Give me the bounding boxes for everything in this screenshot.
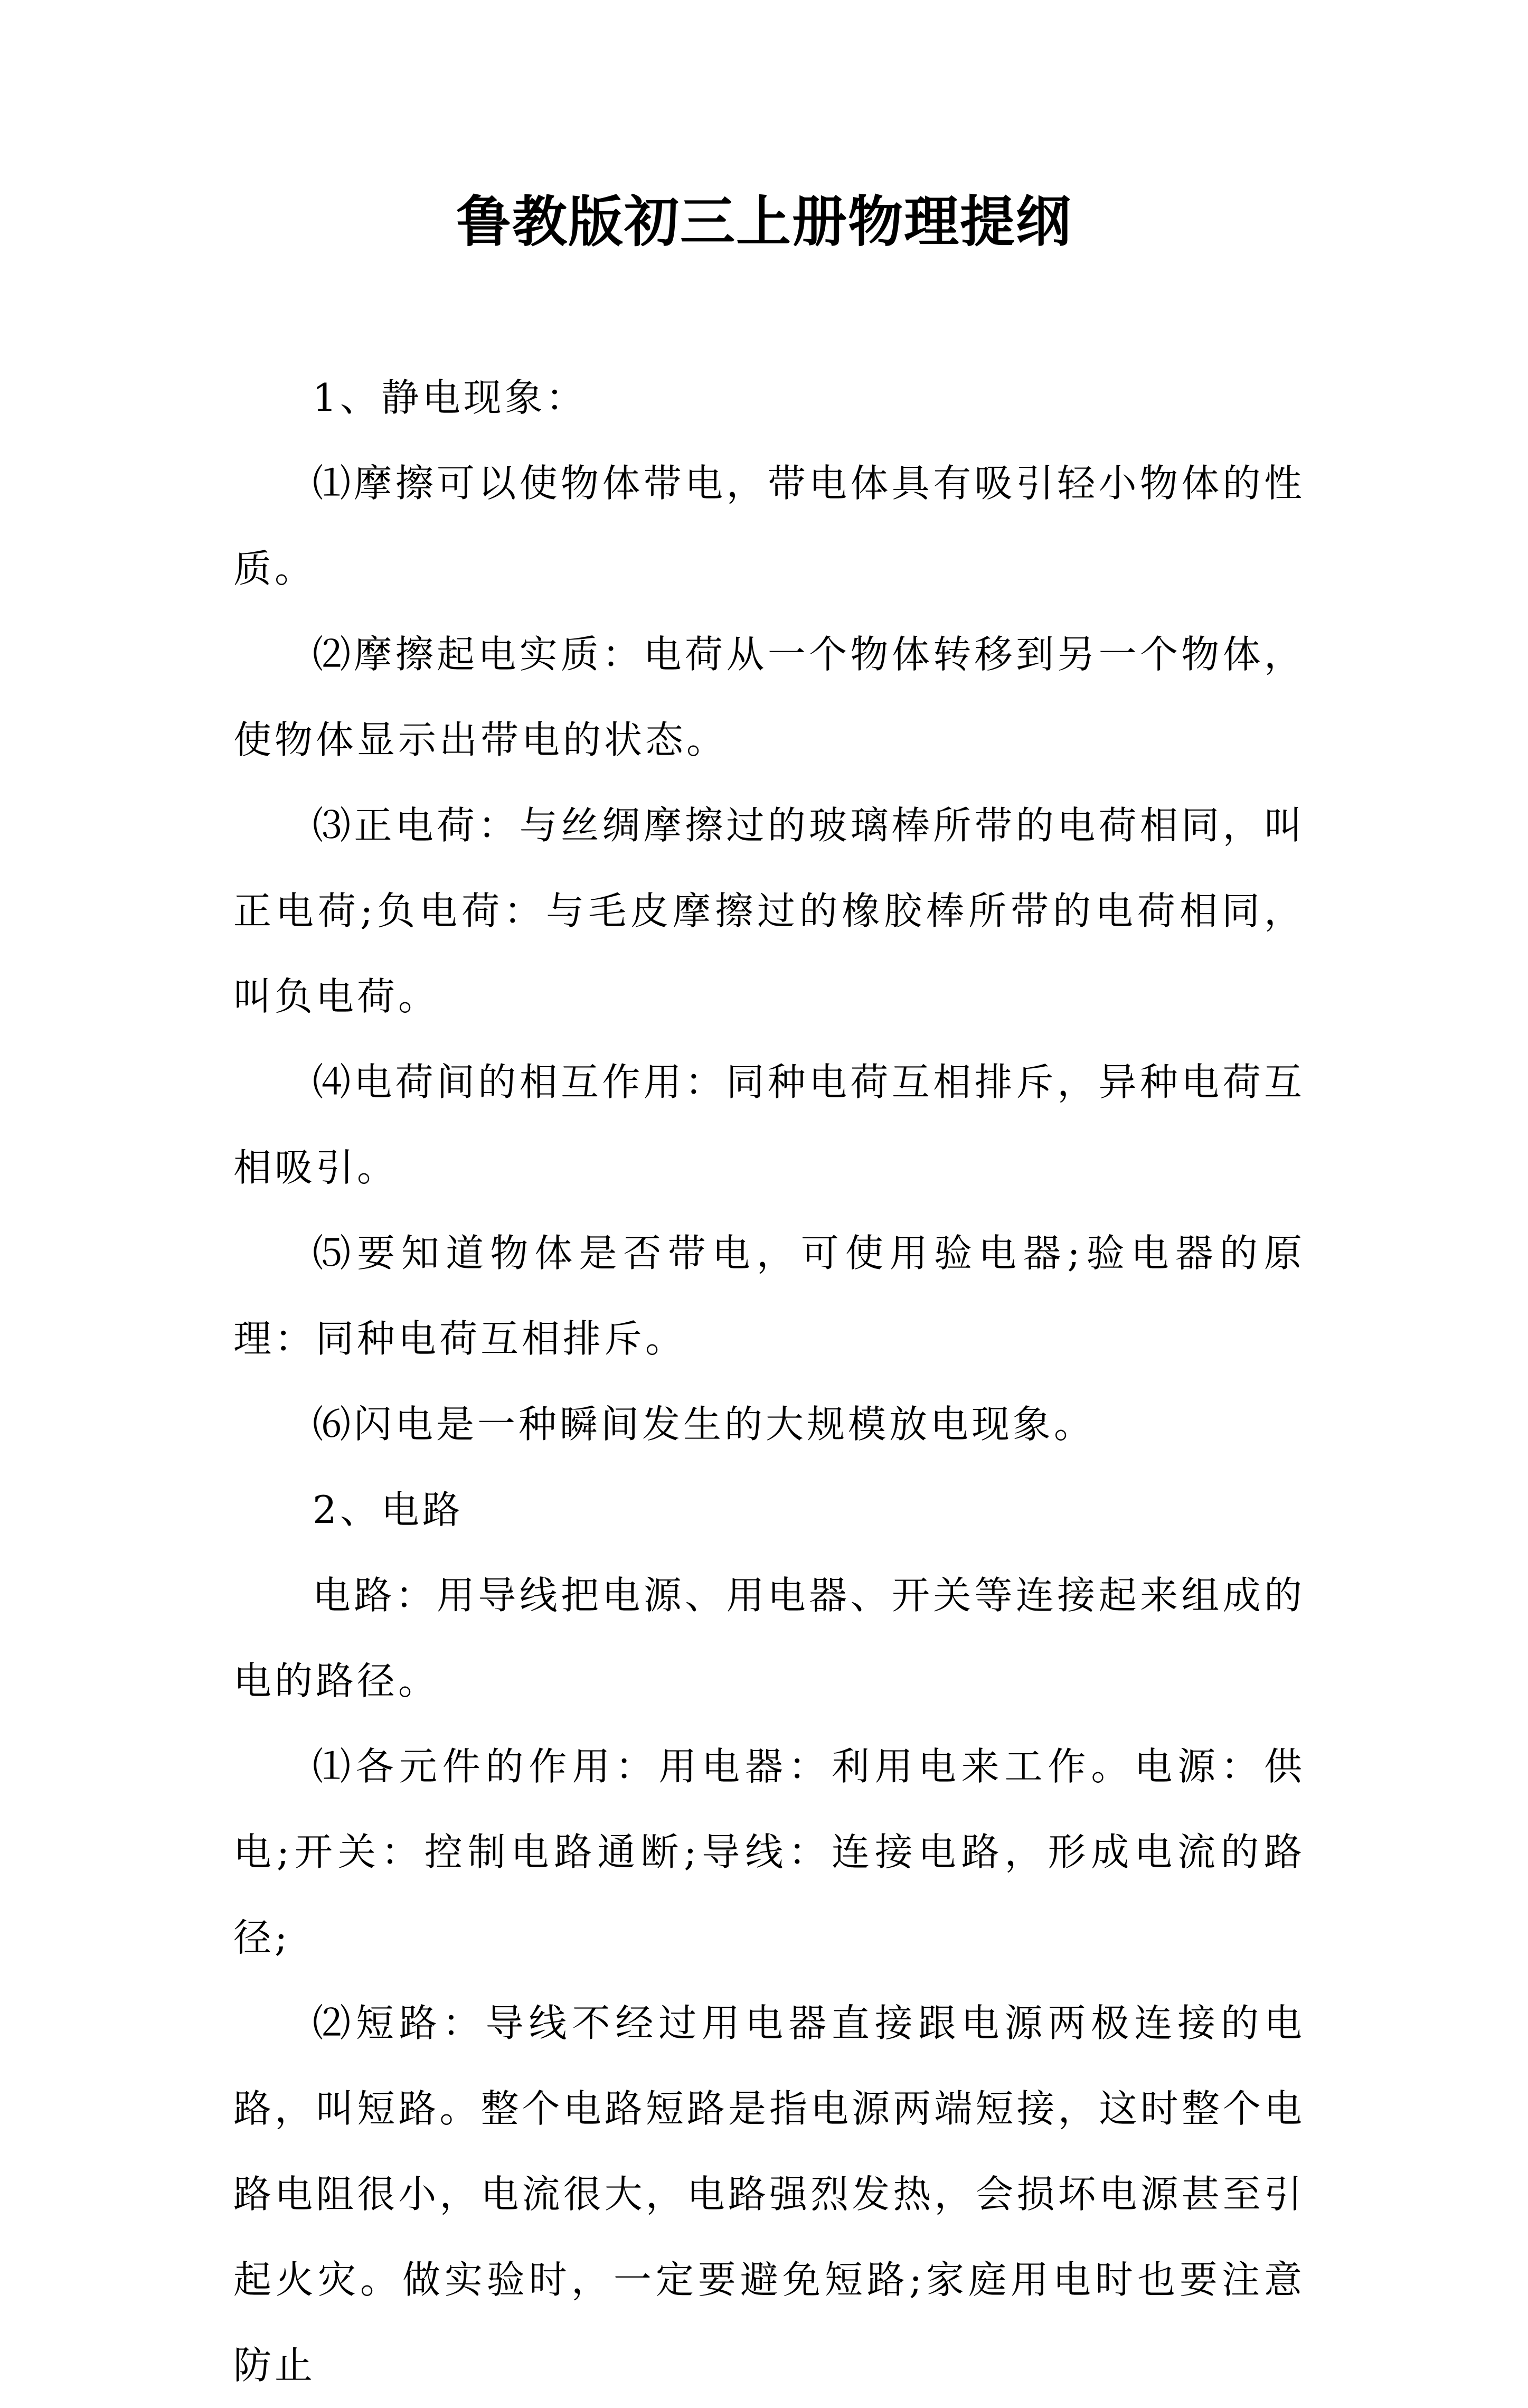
section-heading-circuit: 2、电路 [313, 1488, 464, 1532]
section-heading-static-electricity: 1、静电现象： [313, 375, 587, 420]
paragraph-positive-negative-charge: ⑶正电荷：与丝绸摩擦过的玻璃棒所带的电荷相同，叫正电荷;负电荷：与毛皮摩擦过的橡胶棒所带的电荷相同，叫负电荷。 [233, 803, 1305, 1019]
paragraph-circuit-definition: 电路：用导线把电源、用电器、开关等连接起来组成的电的路径。 [233, 1573, 1305, 1703]
paragraph-short-circuit: ⑵短路：导线不经过用电器直接跟电源两极连接的电路，叫短路。整个电路短路是指电源两端短接，这时整个电路电阻很小，电流很大，电路强烈发热，会损坏电源甚至引起火灾。做实验时，一定要避免短路;家庭用电时也要注意防止 [233, 2001, 1305, 2387]
paragraph-component-roles: ⑴各元件的作用：用电器：利用电来工作。电源：供电;开关：控制电路通断;导线：连接电路，形成电流的路径; [233, 1744, 1305, 1960]
document-title: 鲁教版初三上册物理提纲 [456, 189, 1072, 254]
paragraph-charge-interaction: ⑷电荷间的相互作用：同种电荷互相排斥，异种电荷互相吸引。 [233, 1060, 1305, 1190]
paragraph-friction-charging: ⑴摩擦可以使物体带电，带电体具有吸引轻小物体的性质。 [233, 461, 1305, 591]
document-body [233, 355, 1305, 2408]
paragraph-electroscope: ⑸要知道物体是否带电，可使用验电器;验电器的原理：同种电荷互相排斥。 [233, 1231, 1305, 1361]
paragraph-friction-essence: ⑵摩擦起电实质：电荷从一个物体转移到另一个物体，使物体显示出带电的状态。 [233, 632, 1305, 762]
paragraph-lightning: ⑹闪电是一种瞬间发生的大规模放电现象。 [313, 1402, 1096, 1446]
